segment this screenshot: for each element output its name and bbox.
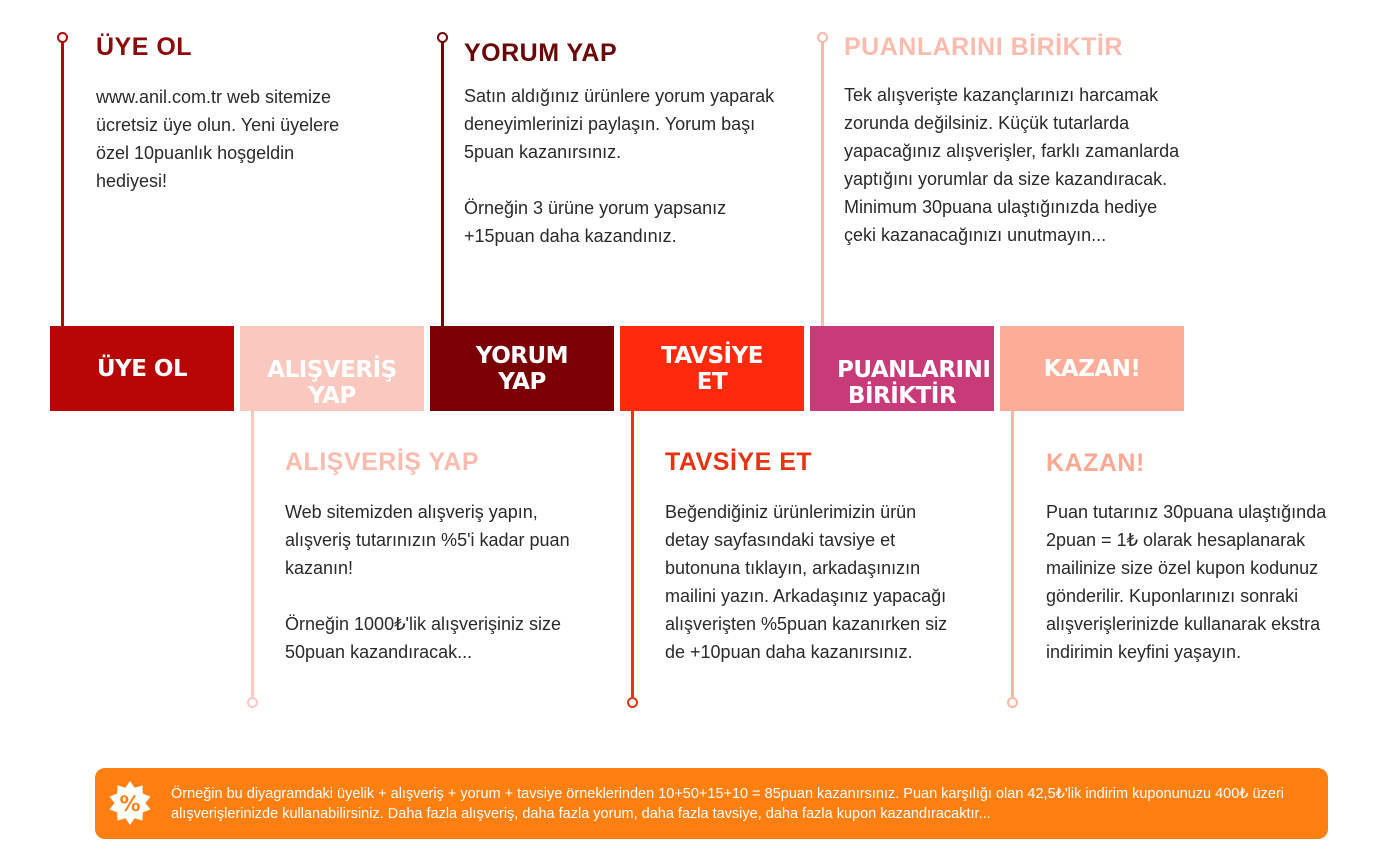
paragraph: Satın aldığınız ürünlere yorum yaparak deneyimlerinizi paylaşın. Yorum başı 5puan kazanırsınız. xyxy=(464,86,775,162)
step-box-tavsiye-et xyxy=(620,326,804,411)
step-box-label: TAVSİYE ET xyxy=(661,342,763,395)
step-description-yorum-yap xyxy=(464,82,799,250)
paragraph: Örneğin 3 ürüne yorum yapsanız +15puan daha kazandınız. xyxy=(464,198,727,246)
connector-line xyxy=(251,411,254,697)
step-box-alisveris-yap xyxy=(240,326,424,411)
step-title-puanlarini-biriktir: PUANLARINI BİRİKTİR xyxy=(844,33,1123,61)
step-description-puanlarini-biriktir xyxy=(844,81,1184,249)
paragraph: Web sitemizden alışveriş yapın, alışveriş tutarınızın %5'i kadar puan kazanın! xyxy=(285,502,570,578)
step-box-uye-ol xyxy=(50,326,234,411)
step-box-label: ÜYE OL xyxy=(96,355,188,382)
step-box-label: KAZAN! xyxy=(1043,355,1141,382)
connector-dot xyxy=(627,697,638,708)
banner-text: Örneğin bu diyagramdaki üyelik + alışveriş + yorum + tavsiye örneklerinden 10+50+15+10 = 85puan kazanırsınız. Puan karşılığı olan 42,5₺'lik indirim kuponunuzu 400₺ üzeri alışverişlerinizde kullanabilirsiniz. Daha fazla alışveriş, daha fazla yorum, daha fazla tavsiye, daha fazla kupon kazandıracaktır... xyxy=(171,786,1284,822)
percent-badge-icon xyxy=(107,780,153,826)
connector-line xyxy=(441,42,444,326)
paragraph: Beğendiğiniz ürünlerimizin ürün detay sayfasındaki tavsiye et butonuna tıklayın, arkadaşınızın mailini yazın. Arkadaşınız yapacağı alışverişten %5puan kazanırken siz de +10puan daha kazanırsınız. xyxy=(665,502,948,662)
step-box-yorum-yap xyxy=(430,326,614,411)
step-title-alisveris-yap: ALIŞVERİŞ YAP xyxy=(285,448,480,476)
step-box-label: PUANLARINI BİRİKTİR xyxy=(837,356,991,409)
connector-dot xyxy=(1007,697,1018,708)
step-box-puanlarini-biriktir xyxy=(810,326,994,411)
step-box-kazan xyxy=(1000,326,1184,411)
connector-dot xyxy=(247,697,258,708)
paragraph: Örneğin 1000₺'lik alışverişiniz size 50puan kazandıracak... xyxy=(285,614,562,662)
paragraph: Puan tutarınız 30puana ulaştığında 2puan = 1₺ olarak hesaplanarak mailinize size özel kupon kodunuz gönderilir. Kuponlarınızı sonraki alışverişlerinizde kullanarak ekstra indirimin keyfini yaşayın. xyxy=(1046,502,1327,662)
connector-line xyxy=(1011,411,1014,697)
step-box-label: YORUM YAP xyxy=(475,342,569,395)
connector-line xyxy=(631,411,634,697)
step-description-kazan xyxy=(1046,498,1351,666)
paragraph: www.anil.com.tr web sitemize ücretsiz üye olun. Yeni üyelere özel 10puanlık hoşgeldin hediyesi! xyxy=(96,87,340,191)
connector-line xyxy=(61,42,64,326)
step-title-tavsiye-et: TAVSİYE ET xyxy=(665,448,813,476)
percent-glyph: % xyxy=(119,792,141,816)
step-description-uye-ol xyxy=(96,83,366,195)
step-box-label: ALIŞVERİŞ YAP xyxy=(267,356,397,409)
step-title-kazan: KAZAN! xyxy=(1046,449,1145,477)
step-title-yorum-yap: YORUM YAP xyxy=(464,39,618,67)
paragraph: Tek alışverişte kazançlarınızı harcamak zorunda değilsiniz. Küçük tutarlarda yapacağınız alışverişler, farklı zamanlarda yaptığını yorumlar da size kazandıracak. Minimum 30puana ulaştığınızda hediye çeki kazanacağınızı unutmayın... xyxy=(844,85,1180,245)
connector-line xyxy=(821,42,824,326)
step-description-alisveris-yap xyxy=(285,498,605,666)
example-banner xyxy=(95,768,1328,839)
step-description-tavsiye-et xyxy=(665,498,965,666)
step-title-uye-ol: ÜYE OL xyxy=(96,33,193,61)
